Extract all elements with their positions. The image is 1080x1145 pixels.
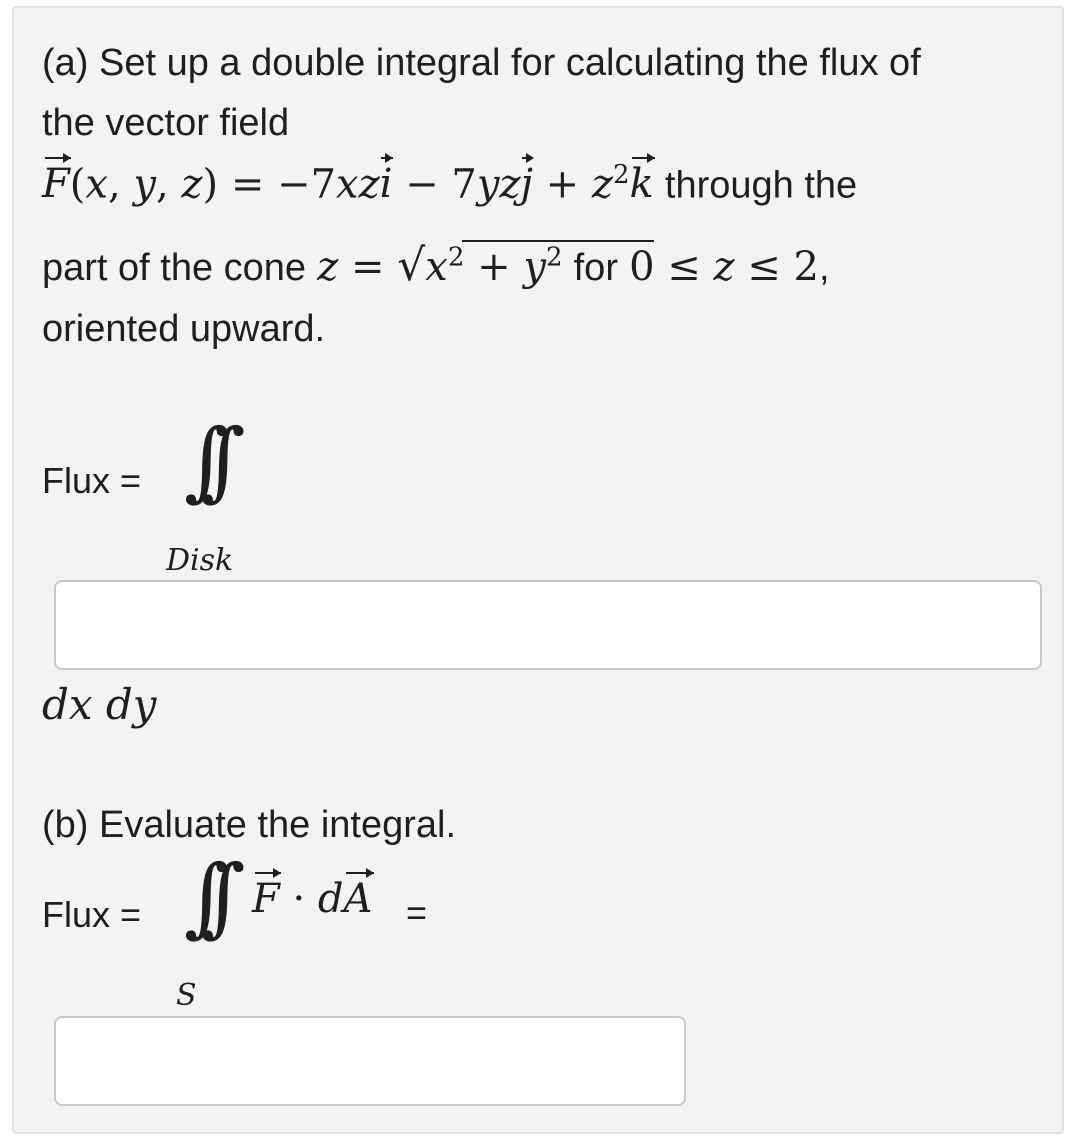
integral-subscript-disk: Disk — [166, 543, 234, 578]
k-vector: k — [629, 161, 654, 208]
integrand-input[interactable] — [54, 580, 1042, 670]
integral-subscript-s: S — [176, 978, 197, 1013]
double-integral-s-icon: ∫∫ — [184, 847, 218, 947]
j-vector: j — [520, 161, 533, 208]
cone-line: part of the cone $z = √x^2 + y^2$ for 0 ≤ z ≤ 2, — [42, 240, 830, 291]
flux-input[interactable] — [54, 1016, 686, 1106]
part-a-line5: oriented upward. — [42, 308, 326, 350]
part-a-line2: the vector field — [42, 102, 290, 144]
sqrt-overline — [462, 240, 654, 242]
through-the-text: through the — [664, 164, 858, 207]
question-card — [12, 6, 1064, 1134]
vector-field-formula: F(x, y, $z) = -7xzi - 7yzj + z^2k$ through the — [42, 160, 858, 208]
F-vector: F — [42, 161, 70, 208]
double-integral-icon: ∫∫ — [184, 411, 218, 511]
cone-prefix: part of the cone — [42, 247, 307, 289]
i-vector: i — [379, 161, 393, 208]
part-a-line1: (a) Set up a double integral for calculating the flux of — [42, 42, 921, 84]
flux-label-b: Flux = — [42, 894, 142, 935]
dx-dy-label: dx dy — [42, 680, 157, 729]
for-word: for — [573, 247, 618, 289]
flux-label-a: Flux = — [42, 460, 142, 501]
part-b-heading: (b) Evaluate the integral. — [42, 804, 457, 846]
f-dot-da: F · dA — [252, 876, 373, 922]
equals-sign: = — [406, 892, 428, 933]
